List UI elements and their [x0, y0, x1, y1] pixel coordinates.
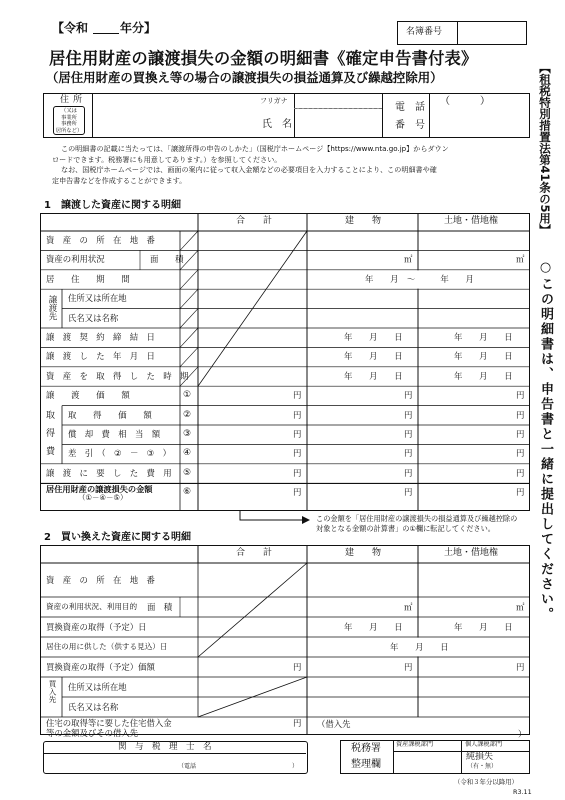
- s1-row-label: 譲 渡 価 額: [46, 390, 130, 401]
- s1-building-unit: 円: [404, 409, 413, 420]
- s1-row-num: ⑥: [183, 487, 192, 498]
- s2-building-unit: ㎡: [404, 601, 413, 612]
- s2-input-cell[interactable]: [307, 617, 530, 637]
- s1-land-unit: 円: [516, 409, 525, 420]
- s1-input-cell[interactable]: [307, 250, 530, 269]
- s1-total-unit: 円: [293, 467, 302, 478]
- s1-row-label: 譲 渡 に 要 し た 費 用: [46, 467, 172, 478]
- furigana-label: フリガナ: [260, 97, 288, 105]
- name-label: 氏 名: [262, 119, 292, 130]
- s2-group-seller: 買入先: [48, 680, 57, 703]
- s1-total-unit: 円: [293, 487, 302, 498]
- s1-total-unit: 円: [293, 448, 302, 459]
- name-input[interactable]: [296, 110, 376, 136]
- s2-row-label2: 等の金額及びその借入先: [46, 728, 139, 738]
- s2-row-label: 住所又は所在地: [68, 681, 127, 692]
- page-title: 居住用財産の譲渡損失の金額の明細書《確定申告書付表》: [49, 49, 478, 68]
- s1-input-cell[interactable]: [307, 367, 530, 386]
- s1-col-total: 合 計: [236, 216, 273, 226]
- intro-text: この明細書の記載に当たっては、「譲渡所得の申告のしかた」（国税庁ホームページ【https://www.nta.go.jp】からダウン ロードできます。税務署にも用意してあります。）を参照してください。 なお、国税庁ホームページでは、画面の案内に従って収入金額などの必要項目を入力することにより、この明細書や確 定申告書などを作成することができます。: [52, 144, 449, 185]
- s1-input-cell[interactable]: [307, 289, 530, 308]
- year-suffix: 年分】: [120, 21, 157, 35]
- s1-loss-row-frame: [40, 483, 530, 511]
- tax-accountant-phone: （電話 ）: [178, 763, 299, 770]
- s1-row-label: 資 産 の 所 在 地 番: [46, 235, 155, 245]
- s2-loan-end: ）: [518, 729, 527, 739]
- s2-input-cell[interactable]: [307, 637, 530, 657]
- page-subtitle: （居住用財産の買換え等の場合の譲渡損失の損益通算及び繰越控除用）: [46, 70, 443, 85]
- s1-input-cell[interactable]: [307, 309, 530, 328]
- s1-group-buyer: 譲渡先: [47, 295, 57, 321]
- s2-total-unit: 円: [293, 718, 302, 728]
- s2-input-cell[interactable]: [307, 657, 530, 677]
- s2-total-unit: 円: [293, 661, 302, 672]
- s1-row-label: 譲 渡 契 約 締 結 日: [46, 332, 155, 342]
- s2-building-unit: 年 月 日: [344, 621, 403, 632]
- year-field[interactable]: [93, 33, 119, 34]
- s1-input-cell[interactable]: [307, 425, 530, 444]
- s2-row-label: 買換資産の取得（予定）価額: [46, 661, 155, 672]
- net-loss-sub[interactable]: （有・無）: [467, 763, 498, 770]
- s2-input-cell[interactable]: [307, 677, 530, 697]
- s1-building-unit: 円: [404, 429, 413, 439]
- s1-col-building: 建 物: [345, 216, 382, 226]
- s1-row-label: 譲 渡 し た 年 月 日: [46, 351, 155, 362]
- s2-col-land: 土地・借地権: [444, 548, 499, 558]
- s1-row-label: 差 引 （ ② － ③ ）: [68, 448, 171, 459]
- s1-input-cell[interactable]: [307, 444, 530, 463]
- s1-land-unit: 年 月 日: [454, 370, 513, 381]
- s1-building-unit: 年 月 日: [344, 332, 403, 342]
- s2-land-unit: 円: [516, 661, 525, 672]
- s1-total-unit: 円: [293, 429, 302, 439]
- s2-row-label: 資産の利用状況、利用目的: [46, 601, 138, 611]
- s2-row-label: 氏名又は名称: [68, 701, 119, 712]
- s2-row-label: 居住の用に供した（供する見込）日: [46, 641, 168, 651]
- s1-row-label: 資産の利用状況: [46, 254, 105, 265]
- s1-row-num: ④: [183, 448, 192, 459]
- s2-input-cell[interactable]: [307, 563, 530, 597]
- phone-sub-label: 番 号: [395, 120, 425, 131]
- s2-row-label: 住宅の取得等に要した住宅借入金: [46, 718, 172, 728]
- s1-row-label2: 面 積: [150, 254, 184, 265]
- s1-row-num: ⑤: [183, 467, 192, 478]
- s2-date: 年 月 日: [390, 641, 449, 652]
- s1-row-label: 居 住 期 間: [46, 273, 130, 284]
- s1-row-label: 居住用財産の譲渡損失の金額: [46, 484, 153, 495]
- office-col-1: 資産課税部門: [396, 741, 434, 748]
- s1-row-label2: （①－④－⑤）: [78, 493, 128, 503]
- s2-row-label: 資 産 の 所 在 地 番: [46, 574, 155, 585]
- s1-building-unit: 年 月 日: [344, 351, 403, 362]
- s1-group-cost: 取得費: [44, 409, 54, 464]
- s1-row-num: ②: [183, 409, 192, 420]
- s1-building-unit: 円: [404, 487, 413, 498]
- s2-row-label: 買換資産の取得（予定）日: [46, 621, 147, 632]
- s1-land-unit: 円: [516, 390, 525, 401]
- register-number-label: 名簿番号: [406, 27, 443, 37]
- office-col-2: 個人課税部門: [465, 741, 503, 748]
- s1-input-cell[interactable]: [307, 406, 530, 425]
- s1-row-num: ③: [183, 429, 192, 439]
- office-label-1: 税務署: [351, 743, 381, 754]
- year-era: 【令和: [52, 21, 89, 35]
- s1-total-unit: 円: [293, 390, 302, 401]
- s1-input-cell[interactable]: [307, 347, 530, 366]
- side-law-label: 【租税特別措置法第41条の5用】: [538, 62, 552, 236]
- s1-building-unit: 円: [404, 448, 413, 459]
- s2-input-cell[interactable]: [307, 697, 530, 717]
- s1-row-label: 資 産 を 取 得 し た 時 期: [46, 370, 189, 381]
- tax-accountant-label: 関 与 税 理 士 名: [118, 742, 212, 752]
- s1-building-unit: ㎡: [404, 254, 413, 265]
- s2-col-building: 建 物: [345, 548, 382, 558]
- s2-input-cell[interactable]: [307, 597, 530, 617]
- s2-col-total: 合 計: [236, 548, 273, 558]
- s1-input-cell[interactable]: [307, 464, 530, 483]
- s1-row-num: ①: [183, 390, 192, 401]
- s1-total-unit: 円: [293, 409, 302, 420]
- s1-row-label: 氏名又は名称: [68, 312, 119, 323]
- s1-building-unit: 年 月 日: [344, 370, 403, 381]
- s1-input-cell[interactable]: [307, 328, 530, 347]
- section1-title: 1 譲渡した資産に関する明細: [44, 200, 181, 211]
- s1-building-unit: 円: [404, 467, 413, 478]
- s2-row-label2: 面 積: [147, 601, 173, 612]
- s1-land-unit: 円: [516, 448, 525, 459]
- office-label-2: 整理欄: [351, 759, 381, 770]
- arrow-icon: [236, 510, 316, 526]
- s1-period: 年 月 〜 年 月: [365, 273, 474, 284]
- register-number-box[interactable]: [397, 21, 527, 45]
- edition-note: （令和３年分以降用）: [454, 778, 518, 786]
- section2-title: 2 買い換えた資産に関する明細: [44, 532, 191, 543]
- s2-loan-label: （借入先: [317, 719, 351, 729]
- form-code: R3.11: [513, 788, 532, 796]
- s1-row-label: 取 得 価 額: [68, 409, 152, 420]
- s1-land-unit: 円: [516, 429, 525, 439]
- s1-land-unit: 年 月 日: [454, 332, 513, 342]
- s1-land-unit: ㎡: [516, 254, 525, 265]
- s1-building-unit: 円: [404, 390, 413, 401]
- s2-land-unit: ㎡: [516, 601, 525, 612]
- s1-input-cell[interactable]: [307, 231, 530, 250]
- s1-land-unit: 円: [516, 467, 525, 478]
- s2-land-unit: 年 月 日: [454, 621, 513, 632]
- transfer-note: この金額を「居住用財産の譲渡損失の損益通算及び繰越控除の 対象となる金額の計算書」の①欄に転記してください。: [316, 514, 518, 533]
- s2-input-cell[interactable]: [307, 717, 530, 737]
- s1-land-unit: 円: [516, 487, 525, 498]
- net-loss-label: 純損失: [466, 752, 494, 762]
- s1-land-unit: 年 月 日: [454, 351, 513, 362]
- side-note: ○この明細書は、申告書と一緒に提出してください。: [538, 260, 553, 622]
- phone-label: 電 話: [395, 102, 425, 113]
- s2-building-unit: 円: [404, 661, 413, 672]
- s1-row-label: 住所又は所在地: [68, 293, 127, 304]
- address-sub-box: （又は 事業所 事務所 居所など）: [53, 106, 85, 135]
- s1-input-cell[interactable]: [307, 386, 530, 405]
- s1-input-cell[interactable]: [307, 270, 530, 289]
- address-label: 住所: [60, 95, 87, 105]
- s1-row-label: 償 却 費 相 当 額: [68, 429, 161, 439]
- phone-input[interactable]: （ ）: [440, 96, 490, 107]
- s1-col-land: 土地・借地権: [444, 216, 499, 226]
